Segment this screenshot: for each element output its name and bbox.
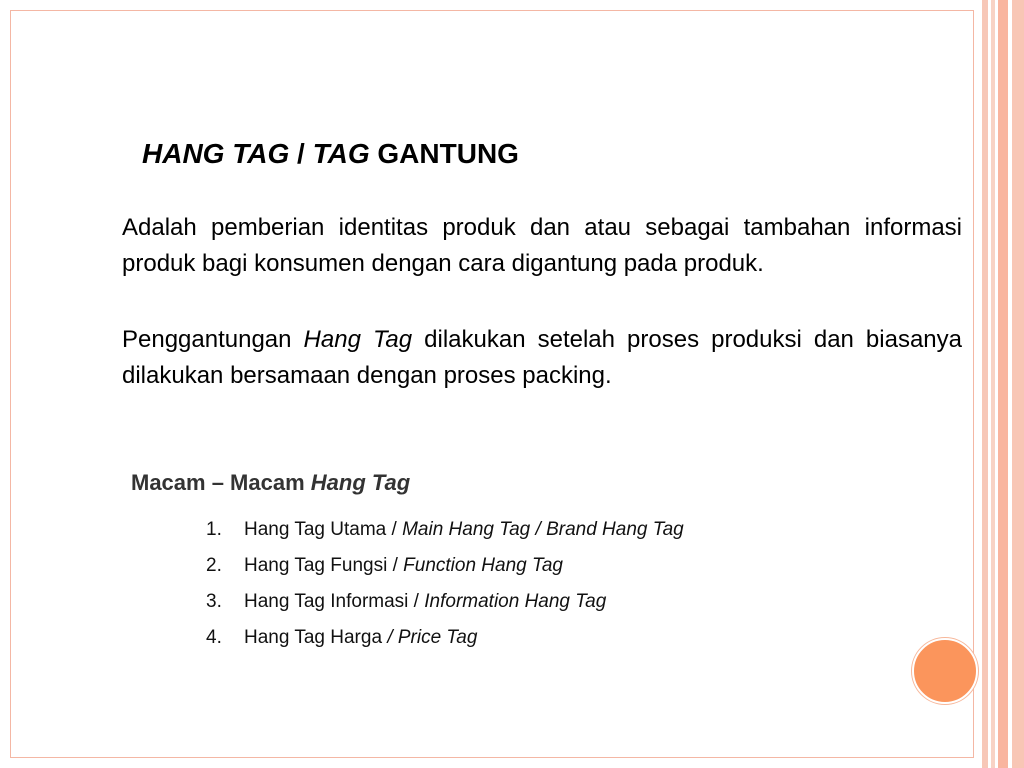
list-item-text: Hang Tag Fungsi / (244, 555, 404, 576)
title-part-gantung: GANTUNG (369, 138, 519, 169)
decorative-stripe (991, 0, 995, 768)
process-text-italic: Hang Tag (303, 326, 413, 353)
definition-paragraph: Adalah pemberian identitas produk dan atau sebagai tambahan informasi produk bagi konsumen dengan cara digantung pada produk. (122, 214, 962, 277)
slide-title (142, 138, 519, 170)
list-item-text: Hang Tag Harga (244, 627, 388, 648)
list-number: 4. (206, 627, 222, 648)
process-text-before: Penggantungan (122, 326, 304, 353)
list-number: 1. (206, 519, 222, 540)
types-subheading (131, 470, 410, 496)
title-part-hang-tag: HANG TAG (142, 138, 290, 169)
decorative-stripe (998, 0, 1008, 768)
list-item-italic: Main Hang Tag / Brand Hang Tag (402, 519, 684, 540)
title-part-tag: TAG (312, 138, 370, 169)
list-item-text: Hang Tag Informasi / (244, 591, 425, 612)
decorative-orange-circle (912, 638, 978, 704)
list-item (206, 624, 684, 660)
decorative-stripe (982, 0, 988, 768)
subheading-text: Macam – Macam (131, 470, 311, 495)
list-number: 2. (206, 555, 222, 576)
list-item-italic: Information Hang Tag (424, 591, 607, 612)
list-item-italic: / Price Tag (387, 627, 478, 648)
title-separator: / (289, 138, 313, 169)
process-text-after: dilakukan setelah proses produksi dan biasanya dilakukan bersamaan dengan proses packing. (122, 326, 963, 389)
list-item (206, 516, 684, 552)
list-number: 3. (206, 591, 222, 612)
list-item (206, 588, 684, 624)
list-item (206, 552, 684, 588)
subheading-italic: Hang Tag (310, 470, 411, 495)
list-item-italic: Function Hang Tag (403, 555, 563, 576)
hang-tag-types-list (206, 516, 684, 660)
decorative-stripe (1012, 0, 1024, 768)
list-item-text: Hang Tag Utama / (244, 519, 403, 540)
process-paragraph (122, 322, 962, 394)
